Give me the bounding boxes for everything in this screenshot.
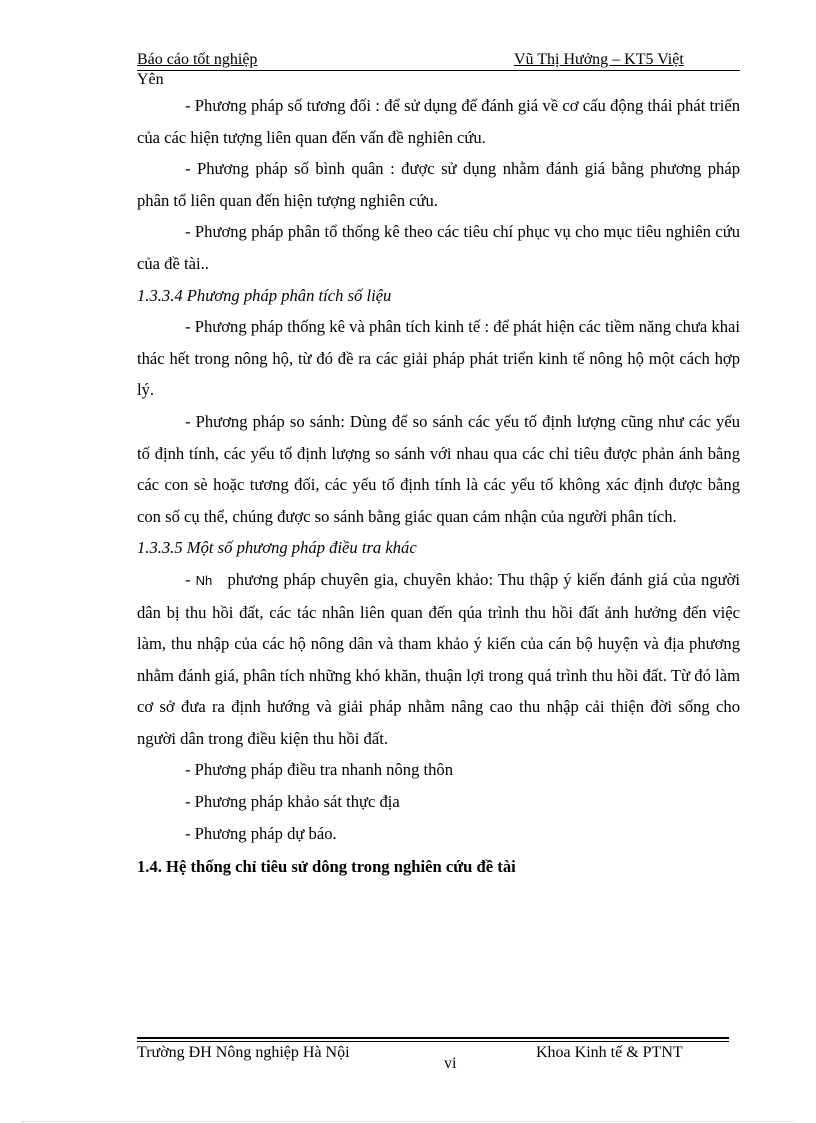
paragraph-expert-method	[137, 564, 740, 755]
document-body	[137, 90, 740, 883]
small-text-fragment: Nh	[195, 572, 213, 588]
footer-rule-thick	[137, 1037, 729, 1039]
paragraph-field-survey: - Phương pháp khảo sát thực địa	[185, 792, 400, 812]
header-rule	[137, 70, 740, 71]
subheading-other-survey: 1.3.3.5 Một số phương pháp điều tra khác	[137, 538, 417, 558]
header-left: Báo cáo tốt nghiệp	[137, 51, 258, 68]
header-right: Vũ Thị Hưởng – KT5 Việt	[514, 51, 684, 68]
paragraph-rapid-survey: - Phương pháp điều tra nhanh nông thôn	[185, 760, 454, 780]
footer-left: Trường ĐH Nông nghiệp Hà Nội	[137, 1044, 350, 1061]
paragraph-average-method: - Phương pháp số bình quân : được sử dụng nhằm đánh giá bằng phương pháp phân tổ liên quan đến hiện tượng nghiên cứu.	[137, 159, 740, 210]
header-wrap: Yên	[137, 71, 164, 88]
expert-method-text: phương pháp chuyên gia, chuyên khảo: Thu thập ý kiến đánh giá của người dân bị thu hồi đất, các tác nhân liên quan đến qúa trình thu hồi đất ảnh hưởng đến việc làm, thu nhập của các hộ nông dân và tham khảo ý kiến của cán bộ huyện và địa phương nhằm đánh giá, phân tích những khó khăn, thuận lợi trong quá trình thu hồi đất. Từ đó làm cơ sở đưa ra định hướng và giải pháp nhằm nâng cao thu nhập cải thiện đời sống cho người dân trong điều kiện thu hồi đất.	[137, 569, 740, 748]
paragraph-forecast: - Phương pháp dự báo.	[185, 823, 337, 843]
paragraph-comparison-method: - Phương pháp so sánh: Dùng để so sánh các yếu tố định lượng cũng như các yếu tố định tính, các yếu tố định lượng so sánh với nhau qua các chỉ tiêu được phản ánh bằng các con sè hoặc tương đối, các yếu tố định tính là các yếu tố không xác định được bằng con số cụ thể, chúng được so sánh bằng giác quan cảm nhận của người phân tích.	[137, 411, 740, 526]
paragraph-economic-analysis: - Phương pháp thống kê và phân tích kinh tế : để phát hiện các tiềm năng chưa khai thác hết trong nông hộ, từ đó đề ra các giải pháp phát triển kinh tế nông hộ một cách hợp lý.	[137, 317, 740, 400]
page-number: vi	[444, 1055, 457, 1072]
paragraph-relative-method: - Phương pháp số tương đối : để sử dụng để đánh giá về cơ cấu động thái phát triển của các hiện tượng liên quan đến vấn đề nghiên cứu.	[137, 96, 740, 147]
page-edge-dotted-line	[22, 1121, 794, 1122]
subheading-data-analysis: 1.3.3.4 Phương pháp phân tích số liệu	[137, 285, 392, 305]
footer-rule-thin	[137, 1041, 729, 1042]
section-heading-indicators: 1.4. Hệ thống chỉ tiêu sử dông trong nghiên cứu đề tài	[137, 857, 516, 877]
footer-right: Khoa Kinh tế & PTNT	[536, 1044, 683, 1061]
paragraph-grouping-method: - Phương pháp phân tổ thống kê theo các tiêu chí phục vụ cho mục tiêu nghiên cứu của đề tài..	[137, 222, 740, 273]
dash: -	[185, 569, 191, 589]
